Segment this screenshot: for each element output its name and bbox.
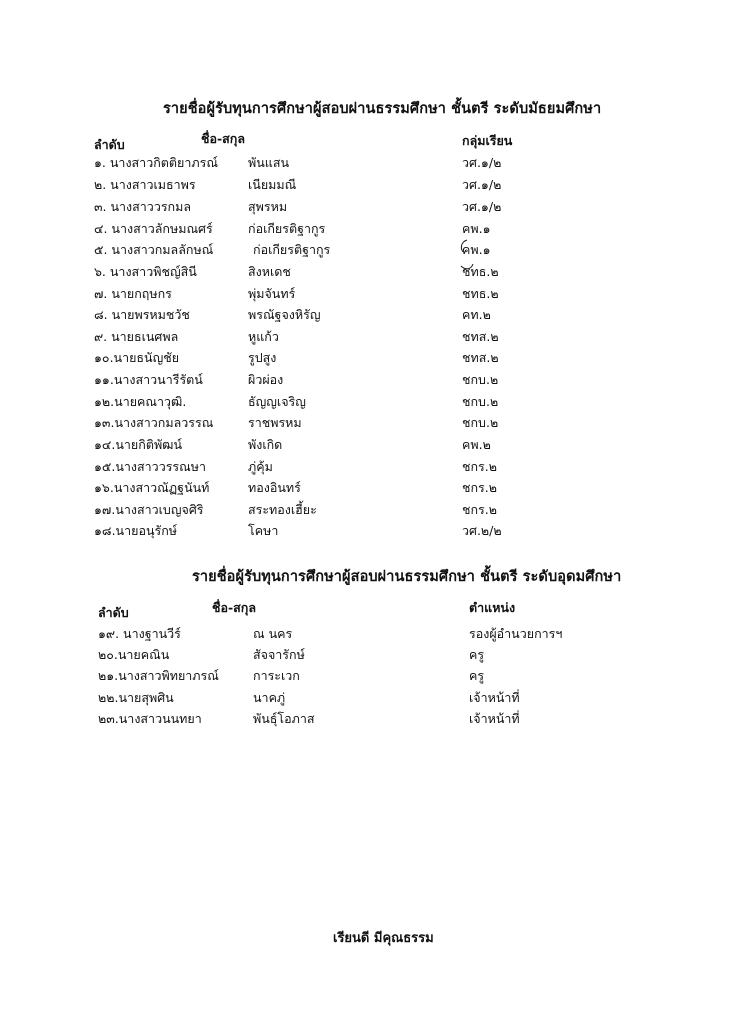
row-group: คท.๒ bbox=[462, 307, 491, 322]
row-surname: พังเกิด bbox=[248, 437, 283, 452]
row-surname: ผิวผ่อง bbox=[248, 372, 284, 387]
table-row bbox=[0, 392, 735, 412]
row-surname: เนียมมณี bbox=[248, 177, 297, 192]
row-surname: สิงหเดช bbox=[248, 264, 291, 279]
row-surname: การะเวก bbox=[253, 668, 300, 683]
table-row bbox=[0, 645, 735, 665]
row-number-title: ๑๑.นางสาวนารีรัตน์ bbox=[94, 372, 203, 387]
row-number-title: ๒๓.นางสาวนนทยา bbox=[98, 711, 202, 726]
row-number-title: ๑. นางสาวกิตติยาภรณ์ bbox=[94, 155, 218, 170]
table-row bbox=[0, 457, 735, 477]
row-surname: สุพรหม bbox=[248, 199, 288, 214]
table-row bbox=[0, 413, 735, 433]
table-row bbox=[0, 435, 735, 455]
table-row bbox=[0, 305, 735, 325]
row-group: ชทธ.๒ bbox=[462, 286, 499, 301]
table-row bbox=[0, 688, 735, 708]
row-number-title: ๑๗.นางสาวเบญจศิริ bbox=[94, 502, 204, 517]
row-group: วศ.๑/๒ bbox=[462, 155, 502, 170]
table-row bbox=[0, 219, 735, 239]
table-row bbox=[0, 500, 735, 520]
row-surname: พันแสน bbox=[248, 155, 290, 170]
row-number-title: ๕. นางสาวกมลลักษณ์ bbox=[94, 242, 214, 257]
row-position: ครู bbox=[469, 647, 485, 662]
table-row bbox=[0, 709, 735, 729]
row-number-title: ๑๔.นายกิติพัฒน์ bbox=[94, 437, 183, 452]
table-row bbox=[0, 197, 735, 217]
row-number-title: ๒. นางสาวเมธาพร bbox=[94, 177, 196, 192]
row-group: วศ.๑/๒ bbox=[462, 199, 502, 214]
table-row bbox=[0, 666, 735, 686]
row-surname: ทองอินทร์ bbox=[248, 480, 301, 495]
row-group: ชทส.๒ bbox=[462, 350, 499, 365]
row-surname: ก่อเกียรติฐากูร bbox=[253, 242, 331, 257]
row-surname: พุ่มจันทร์ bbox=[248, 286, 296, 301]
row-group: ชทธ.๒ bbox=[462, 264, 499, 279]
row-number-title: ๑๓.นางสาวกมลวรรณ bbox=[94, 415, 214, 430]
row-surname: ราชพรหม bbox=[248, 415, 302, 430]
row-position: รองผู้อำนวยการฯ bbox=[469, 626, 563, 641]
row-number-title: ๔. นางสาวลักษมณศร์ bbox=[94, 221, 213, 236]
row-number-title: ๑๙. นางฐานวีร์ bbox=[98, 626, 181, 641]
row-number-title: ๗. นายกฤษกร bbox=[94, 286, 172, 301]
row-number-title: ๓. นางสาววรกมล bbox=[94, 199, 192, 214]
row-group: วศ.๑/๒ bbox=[462, 177, 502, 192]
row-number-title: ๒๐.นายคณิน bbox=[98, 647, 170, 662]
row-surname: พรณัฐจงหิรัญ bbox=[248, 307, 321, 322]
row-group: วศ.๒/๒ bbox=[462, 523, 502, 538]
table-row bbox=[0, 153, 735, 173]
row-group: ชกร.๒ bbox=[462, 480, 497, 495]
row-number-title: ๑๕.นางสาววรรณษา bbox=[94, 459, 207, 474]
table-row bbox=[0, 284, 735, 304]
section2-header-position: ตำแหน่ง bbox=[469, 600, 516, 615]
row-number-title: ๑๐.นายธนัญชัย bbox=[94, 350, 180, 365]
row-number-title: ๘. นายพรหมชวัช bbox=[94, 307, 190, 322]
row-surname: โคษา bbox=[248, 523, 279, 538]
row-surname: สัจจารักษ์ bbox=[253, 647, 305, 662]
section1-header-name: ชื่อ-สกุล bbox=[201, 131, 246, 146]
table-row bbox=[0, 262, 735, 282]
row-number-title: ๑๘.นายอนุรักษ์ bbox=[94, 523, 178, 538]
row-surname: ภู่คุ้ม bbox=[248, 459, 273, 474]
row-group: คพ.๒ bbox=[462, 437, 491, 452]
table-row bbox=[0, 348, 735, 368]
row-surname: ธัญญเจริญ bbox=[248, 394, 306, 409]
section2-header-order: ลำดับ bbox=[98, 605, 129, 620]
row-group: ชกร.๒ bbox=[462, 459, 497, 474]
row-number-title: ๖. นางสาวพิชญ์สินี bbox=[94, 264, 197, 279]
row-position: เจ้าหน้าที่ bbox=[469, 711, 520, 726]
row-surname: พันธุ์โอภาส bbox=[253, 711, 315, 726]
section1-header-group: กลุ่มเรียน bbox=[462, 133, 513, 148]
section1-header-order: ลำดับ bbox=[94, 137, 125, 152]
section2-header-name: ชื่อ-สกุล bbox=[212, 600, 257, 615]
row-surname: หูแก้ว bbox=[248, 329, 279, 344]
table-row bbox=[0, 478, 735, 498]
row-number-title: ๑๖.นางสาวณัฏฐนันท์ bbox=[94, 480, 210, 495]
table-row bbox=[0, 624, 735, 644]
row-group: ชกร.๒ bbox=[462, 502, 497, 517]
row-surname: รูปสูง bbox=[248, 350, 277, 365]
row-group: ชกบ.๒ bbox=[462, 394, 499, 409]
row-surname: สระทองเฮี้ยะ bbox=[248, 502, 317, 517]
table-row bbox=[0, 327, 735, 347]
row-surname: นาคภู่ bbox=[253, 690, 286, 705]
row-surname: ณ นคร bbox=[253, 626, 293, 641]
row-number-title: ๒๑.นางสาวพิทยาภรณ์ bbox=[98, 668, 219, 683]
table-row bbox=[0, 175, 735, 195]
section1-title: รายชื่อผู้รับทุนการศึกษาผู้สอบผ่านธรรมศึกษา ชั้นตรี ระดับมัธยมศึกษา bbox=[163, 101, 602, 117]
table-row bbox=[0, 521, 735, 541]
row-group: คพ.๑ bbox=[462, 221, 491, 236]
row-number-title: ๒๒.นายสุพศิน bbox=[98, 690, 174, 705]
row-group: ชกบ.๒ bbox=[462, 415, 499, 430]
table-row bbox=[0, 370, 735, 390]
footer-motto: เรียนดี มีคุณธรรม bbox=[333, 931, 434, 946]
row-position: ครู bbox=[469, 668, 485, 683]
row-surname: ก่อเกียรติฐากูร bbox=[248, 221, 326, 236]
row-group: คพ.๑ bbox=[462, 242, 491, 257]
row-group: ชทส.๒ bbox=[462, 329, 499, 344]
row-number-title: ๙. นายธเนศพล bbox=[94, 329, 179, 344]
row-number-title: ๑๒.นายคณาวุฒิ. bbox=[94, 394, 187, 409]
row-group: ชกบ.๒ bbox=[462, 372, 499, 387]
table-row bbox=[0, 240, 735, 260]
row-position: เจ้าหน้าที่ bbox=[469, 690, 520, 705]
section2-title: รายชื่อผู้รับทุนการศึกษาผู้สอบผ่านธรรมศึกษา ชั้นตรี ระดับอุดมศึกษา bbox=[192, 569, 622, 585]
